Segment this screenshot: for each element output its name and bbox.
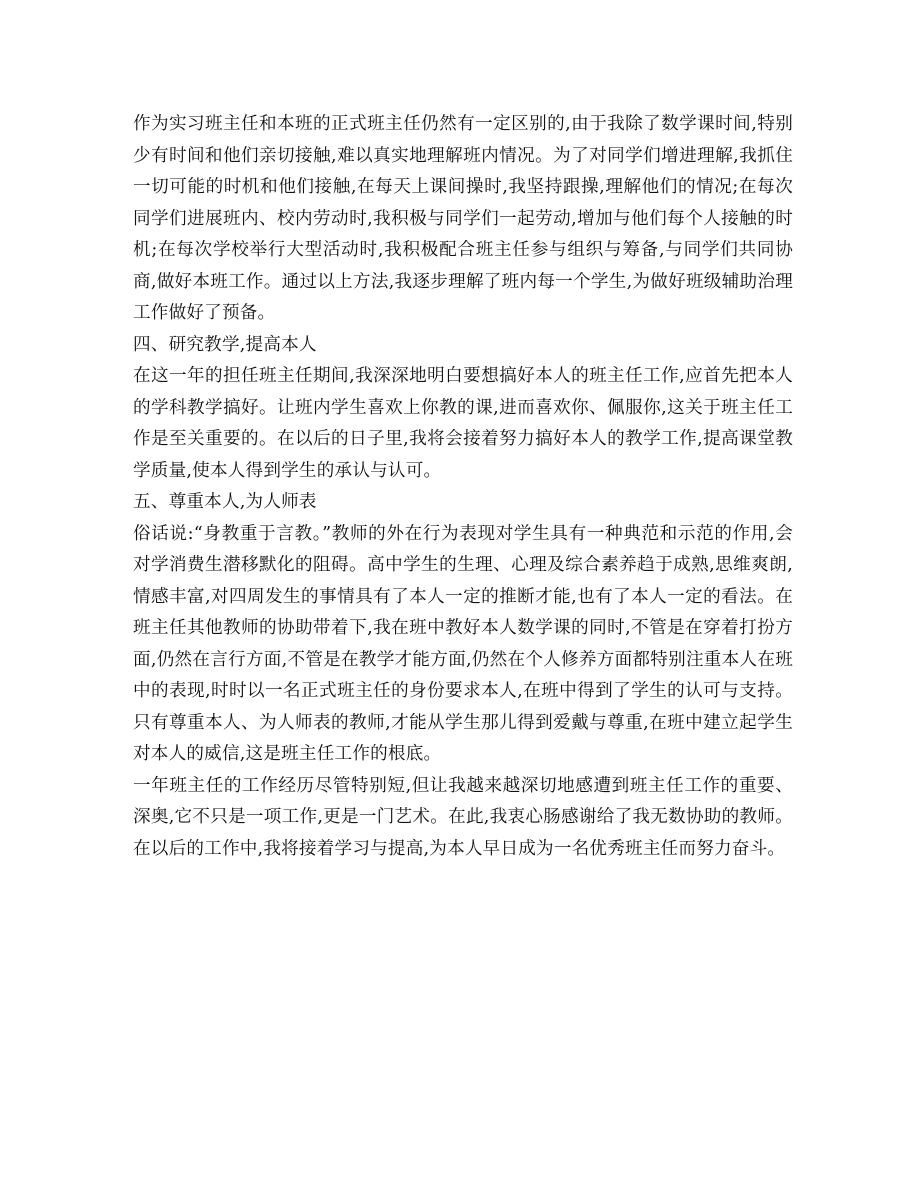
section-heading-five: 五、尊重本人,为人师表: [133, 492, 317, 512]
paragraph-conclusion: 一年班主任的工作经历尽管特别短,但让我越来越深切地感遭到班主任工作的重要、深奥,它不只是一项工作,更是一门艺术。在此,我衷心肠感谢给了我无数协助的教师。在以后的工作中,我将接着学习与提高,为本人早日成为一名优秀班主任而努力奋斗。: [133, 775, 793, 859]
section-heading-four: 四、研究教学,提高本人: [133, 334, 317, 355]
paragraph-intro-continuation: 作为实习班主任和本班的正式班主任仍然有一定区别的,由于我除了数学课时间,特别少有时间和他们亲切接触,难以真实地理解班内情况。为了对同学们增进理解,我抓住一切可能的时机和他们接触,在每天上课间操时,我坚持跟操,理解他们的情况;在每次同学们进展班内、校内劳动时,我积极与同学们一起劳动,增加与他们每个人接触的时机;在每次学校举行大型活动时,我积极配合班主任参与组织与筹备,与同学们共同协商,做好本班工作。通过以上方法,我逐步理解了班内每一个学生,为做好班级辅助治理工作做好了预备。: [133, 114, 793, 323]
paragraph-section-four: 在这一年的担任班主任期间,我深深地明白要想搞好本人的班主任工作,应首先把本人的学科教学搞好。让班内学生喜欢上你教的课,进而喜欢你、佩服你,这关于班主任工作是至关重要的。在以后的日子里,我将会接着努力搞好本人的教学工作,提高课堂教学质量,使本人得到学生的承认与认可。: [133, 366, 793, 481]
document-body: [133, 109, 793, 865]
paragraph-section-five: 俗话说:“身教重于言教。”教师的外在行为表现对学生具有一种典范和示范的作用,会对学消费生潜移默化的阻碍。高中学生的生理、心理及综合素养趋于成熟,思维爽朗,情感丰富,对四周发生的事情具有了本人一定的推断才能,也有了本人一定的看法。在班主任其他教师的协助带着下,我在班中教好本人数学课的同时,不管是在穿着打扮方面,仍然在言行方面,不管是在教学才能方面,仍然在个人修养方面都特别注重本人在班中的表现,时时以一名正式班主任的身份要求本人,在班中得到了学生的认可与支持。只有尊重本人、为人师表的教师,才能从学生那儿得到爱戴与尊重,在班中建立起学生对本人的威信,这是班主任工作的根底。: [133, 523, 793, 764]
